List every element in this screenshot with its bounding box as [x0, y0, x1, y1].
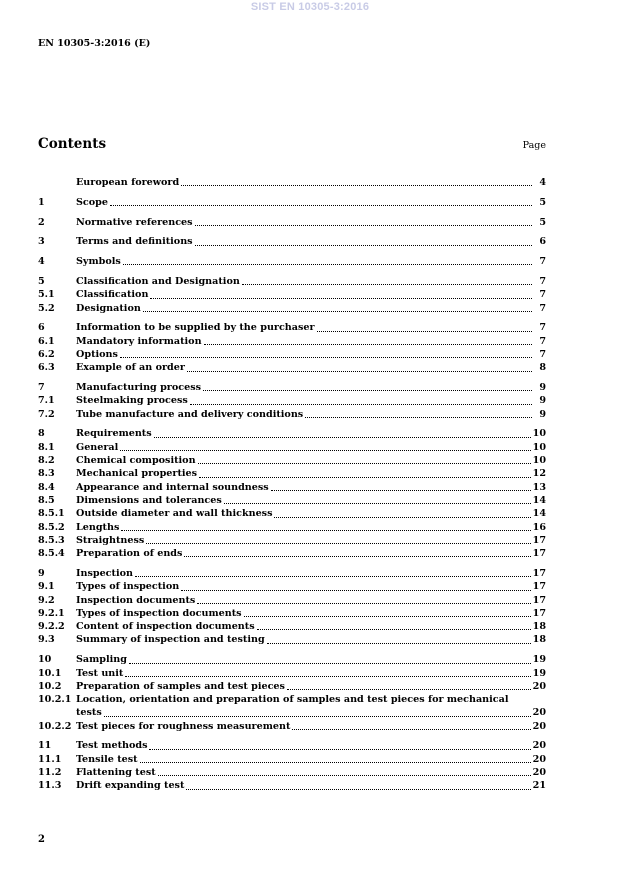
- toc-entry-number: 9.1: [38, 581, 55, 593]
- toc-entry[interactable]: [38, 521, 546, 534]
- toc-entry-title-continued: tests: [76, 707, 102, 719]
- toc-entry[interactable]: [38, 176, 546, 189]
- toc-dot-leader: [120, 357, 532, 358]
- toc-entry-title: Dimensions and tolerances: [76, 494, 222, 506]
- toc-dot-leader: [186, 789, 530, 790]
- toc-entry-page: 9: [539, 408, 546, 420]
- toc-entry-page: 18: [532, 621, 546, 633]
- toc-entry-number: 10: [38, 654, 52, 666]
- toc-dot-leader: [181, 590, 530, 591]
- toc-entry-page: 20: [532, 680, 546, 692]
- toc-entry-title: Preparation of ends: [76, 548, 183, 560]
- toc-entry-title: Mechanical properties: [76, 468, 198, 480]
- contents-heading: Contents: [38, 136, 107, 152]
- toc-entry-number: 6.1: [38, 335, 55, 347]
- toc-entry[interactable]: [38, 607, 546, 620]
- toc-dot-leader: [140, 762, 531, 763]
- toc-entry[interactable]: [38, 667, 546, 680]
- toc-entry[interactable]: [38, 547, 546, 560]
- document-id: EN 10305-3:2016 (E): [38, 38, 151, 49]
- toc-dot-leader: [120, 450, 530, 451]
- toc-entry-number: 8: [38, 428, 45, 440]
- toc-entry-number: 8.4: [38, 481, 55, 493]
- toc-entry-page: 9: [539, 395, 546, 407]
- toc-dot-leader: [198, 463, 531, 464]
- toc-entry-title: Scope: [76, 196, 108, 208]
- toc-entry[interactable]: [38, 594, 546, 607]
- toc-entry-title: Terms and definitions: [76, 236, 193, 248]
- toc-dot-leader: [204, 344, 532, 345]
- toc-entry[interactable]: [38, 454, 546, 467]
- toc-dot-leader: [158, 775, 531, 776]
- toc-entry-number: 8.5: [38, 494, 55, 506]
- toc-entry-title: Test pieces for roughness measurement: [76, 720, 291, 732]
- toc-entry-page: 13: [532, 481, 546, 493]
- toc-entry[interactable]: [38, 766, 546, 779]
- toc-entry-title: Test unit: [76, 667, 124, 679]
- toc-entry[interactable]: [38, 335, 546, 348]
- toc-entry[interactable]: [38, 481, 546, 494]
- toc-entry-title: Options: [76, 348, 118, 360]
- toc-entry-title: Content of inspection documents: [76, 621, 255, 633]
- toc-entry-page: 10: [532, 455, 546, 467]
- table-of-contents: [38, 176, 546, 793]
- toc-entry-page: 10: [532, 428, 546, 440]
- toc-entry-title: Normative references: [76, 216, 193, 228]
- toc-entry[interactable]: [38, 216, 546, 229]
- toc-entry[interactable]: [38, 534, 546, 547]
- toc-dot-leader: [224, 503, 531, 504]
- toc-entry-title: Chemical composition: [76, 455, 196, 467]
- toc-entry-title: Outside diameter and wall thickness: [76, 508, 273, 520]
- toc-entry-page: 17: [532, 594, 546, 606]
- toc-entry-number: 10.2.2: [38, 720, 72, 732]
- toc-entry-number: 1: [38, 196, 45, 208]
- toc-entry-number: 5.2: [38, 302, 55, 314]
- toc-entry-number: 8.1: [38, 441, 55, 453]
- toc-dot-leader: [110, 205, 532, 206]
- toc-entry-number: 9: [38, 567, 45, 579]
- toc-dot-leader: [181, 185, 532, 186]
- toc-entry[interactable]: [38, 427, 546, 440]
- toc-entry-number: 8.3: [38, 468, 55, 480]
- toc-entry-page: 5: [539, 216, 546, 228]
- toc-entry-page: 18: [532, 634, 546, 646]
- toc-dot-leader: [184, 556, 530, 557]
- toc-dot-leader: [287, 689, 531, 690]
- toc-entry[interactable]: [38, 680, 546, 693]
- toc-entry-page: 20: [532, 740, 546, 752]
- toc-entry-continuation: [76, 706, 546, 719]
- toc-entry-title: Summary of inspection and testing: [76, 634, 265, 646]
- toc-dot-leader: [257, 629, 531, 630]
- page-column-label: Page: [522, 140, 546, 151]
- toc-entry-number: 7.1: [38, 395, 55, 407]
- toc-dot-leader: [244, 616, 531, 617]
- toc-entry[interactable]: [38, 196, 546, 209]
- toc-entry-title: Test methods: [76, 740, 148, 752]
- toc-entry-page: 20: [532, 767, 546, 779]
- toc-entry-title: Symbols: [76, 256, 121, 268]
- toc-dot-leader: [129, 663, 531, 664]
- toc-entry-title: Tensile test: [76, 753, 138, 765]
- toc-entry-title: Appearance and internal soundness: [76, 481, 269, 493]
- toc-entry-title: Preparation of samples and test pieces: [76, 680, 285, 692]
- toc-entry-title: Sampling: [76, 654, 127, 666]
- toc-entry-page: 19: [532, 654, 546, 666]
- toc-entry-title: European foreword: [76, 177, 180, 188]
- toc-entry-page: 17: [532, 534, 546, 546]
- toc-dot-leader: [104, 716, 531, 717]
- toc-entry-page: 4: [539, 177, 546, 188]
- toc-entry-number: 11: [38, 740, 52, 752]
- toc-entry-page: 8: [539, 362, 546, 374]
- toc-entry[interactable]: [38, 693, 546, 720]
- toc-entry[interactable]: [38, 739, 546, 752]
- toc-entry-number: 11.1: [38, 753, 62, 765]
- toc-entry-title: Drift expanding test: [76, 780, 185, 792]
- toc-entry-number: 5.1: [38, 289, 55, 301]
- toc-dot-leader: [135, 576, 531, 577]
- toc-entry[interactable]: [38, 381, 546, 394]
- toc-entry-title: Location, orientation and preparation of samples and test pieces for mechanical: [76, 694, 509, 706]
- toc-entry-number: 8.5.3: [38, 534, 65, 546]
- toc-entry[interactable]: [38, 620, 546, 633]
- toc-entry-number: 4: [38, 256, 45, 268]
- toc-entry-number: 2: [38, 216, 45, 228]
- toc-dot-leader: [187, 371, 532, 372]
- toc-entry-title: Requirements: [76, 428, 152, 440]
- toc-dot-leader: [242, 284, 532, 285]
- watermark: SIST EN 10305-3:2016: [250, 1, 370, 13]
- toc-entry[interactable]: [38, 753, 546, 766]
- toc-entry[interactable]: [38, 288, 546, 301]
- toc-dot-leader: [154, 437, 531, 438]
- toc-entry-page: 17: [532, 567, 546, 579]
- toc-entry-page: 7: [539, 348, 546, 360]
- toc-entry[interactable]: [38, 275, 546, 288]
- toc-entry-title: Flattening test: [76, 767, 156, 779]
- toc-entry-number: 8.2: [38, 455, 55, 467]
- toc-entry-page: 7: [539, 289, 546, 301]
- toc-entry-number: 10.2: [38, 680, 62, 692]
- toc-entry-title: General: [76, 441, 119, 453]
- toc-dot-leader: [305, 417, 532, 418]
- toc-dot-leader: [274, 517, 530, 518]
- toc-entry-page: 21: [532, 780, 546, 792]
- toc-entry[interactable]: [38, 720, 546, 733]
- toc-entry-number: 3: [38, 236, 45, 248]
- toc-entry[interactable]: [38, 302, 546, 315]
- toc-entry[interactable]: [38, 779, 546, 792]
- toc-dot-leader: [150, 298, 532, 299]
- toc-entry-title: Manufacturing process: [76, 382, 202, 394]
- toc-entry-page: 17: [532, 607, 546, 619]
- toc-dot-leader: [190, 404, 532, 405]
- toc-dot-leader: [317, 331, 532, 332]
- toc-entry-title: Classification and Designation: [76, 275, 240, 287]
- toc-entry[interactable]: [38, 255, 546, 268]
- toc-dot-leader: [197, 603, 530, 604]
- toc-entry-title: Straightness: [76, 534, 145, 546]
- toc-entry-page: 20: [532, 707, 546, 719]
- toc-entry-number: 9.2.2: [38, 621, 65, 633]
- toc-dot-leader: [199, 477, 531, 478]
- toc-dot-leader: [203, 390, 532, 391]
- toc-entry[interactable]: [38, 633, 546, 646]
- toc-entry-number: 6: [38, 322, 45, 334]
- toc-entry-page: 17: [532, 548, 546, 560]
- toc-entry-page: 14: [532, 508, 546, 520]
- toc-entry-number: 8.5.2: [38, 521, 65, 533]
- toc-entry-page: 5: [539, 196, 546, 208]
- toc-dot-leader: [143, 311, 532, 312]
- toc-entry-number: 11.3: [38, 780, 62, 792]
- toc-entry-number: 6.2: [38, 348, 55, 360]
- toc-entry-page: 10: [532, 441, 546, 453]
- toc-entry[interactable]: [38, 394, 546, 407]
- toc-entry[interactable]: [38, 321, 546, 334]
- toc-entry-number: 9.2: [38, 594, 55, 606]
- toc-entry-number: 7.2: [38, 408, 55, 420]
- toc-entry-body: [76, 693, 546, 720]
- toc-dot-leader: [267, 643, 531, 644]
- toc-entry-number: 10.1: [38, 667, 62, 679]
- toc-entry-page: 7: [539, 322, 546, 334]
- toc-entry-number: 11.2: [38, 767, 62, 779]
- toc-entry-page: 6: [539, 236, 546, 248]
- toc-entry-number: 7: [38, 382, 45, 394]
- toc-entry-title: Inspection: [76, 567, 133, 579]
- toc-entry-title: Lengths: [76, 521, 120, 533]
- toc-entry-number: 9.2.1: [38, 607, 65, 619]
- toc-entry[interactable]: [38, 348, 546, 361]
- toc-entry-title: Steelmaking process: [76, 395, 188, 407]
- toc-entry-page: 17: [532, 581, 546, 593]
- toc-entry-page: 19: [532, 667, 546, 679]
- toc-entry[interactable]: [38, 507, 546, 520]
- toc-dot-leader: [125, 676, 530, 677]
- toc-entry-title: Designation: [76, 302, 141, 314]
- toc-dot-leader: [271, 490, 531, 491]
- toc-entry[interactable]: [38, 235, 546, 248]
- toc-entry[interactable]: [38, 494, 546, 507]
- toc-entry-page: 7: [539, 256, 546, 268]
- toc-dot-leader: [195, 245, 532, 246]
- toc-entry-page: 7: [539, 335, 546, 347]
- toc-entry[interactable]: [38, 467, 546, 480]
- toc-entry[interactable]: [38, 361, 546, 374]
- toc-entry-page: 7: [539, 302, 546, 314]
- toc-entry-page: 14: [532, 494, 546, 506]
- toc-entry-page: 9: [539, 382, 546, 394]
- toc-entry[interactable]: [38, 653, 546, 666]
- toc-entry-title: Types of inspection documents: [76, 607, 242, 619]
- toc-entry[interactable]: [38, 408, 546, 421]
- toc-entry-title: Information to be supplied by the purchaser: [76, 322, 315, 334]
- page-number: 2: [38, 834, 45, 845]
- toc-entry-number: 5: [38, 275, 45, 287]
- toc-dot-leader: [195, 225, 532, 226]
- toc-dot-leader: [149, 749, 530, 750]
- toc-entry-page: 20: [532, 753, 546, 765]
- toc-dot-leader: [292, 729, 530, 730]
- toc-entry[interactable]: [38, 441, 546, 454]
- toc-entry-title: Classification: [76, 289, 149, 301]
- toc-entry-title: Types of inspection: [76, 581, 180, 593]
- toc-entry[interactable]: [38, 567, 546, 580]
- toc-entry-title: Inspection documents: [76, 594, 196, 606]
- toc-entry-title: Mandatory information: [76, 335, 202, 347]
- toc-entry-title: Tube manufacture and delivery conditions: [76, 408, 304, 420]
- toc-entry-title: Example of an order: [76, 362, 185, 374]
- toc-entry-number: 8.5.1: [38, 508, 65, 520]
- toc-entry-page: 7: [539, 275, 546, 287]
- toc-entry-number: 10.2.1: [38, 694, 72, 706]
- toc-dot-leader: [146, 543, 530, 544]
- toc-dot-leader: [121, 530, 530, 531]
- toc-dot-leader: [123, 264, 532, 265]
- toc-entry-number: 6.3: [38, 362, 55, 374]
- toc-entry-page: 12: [532, 468, 546, 480]
- toc-entry-number: 9.3: [38, 634, 55, 646]
- toc-entry[interactable]: [38, 580, 546, 593]
- toc-entry-page: 20: [532, 720, 546, 732]
- toc-entry-number: 8.5.4: [38, 548, 65, 560]
- toc-entry-page: 16: [532, 521, 546, 533]
